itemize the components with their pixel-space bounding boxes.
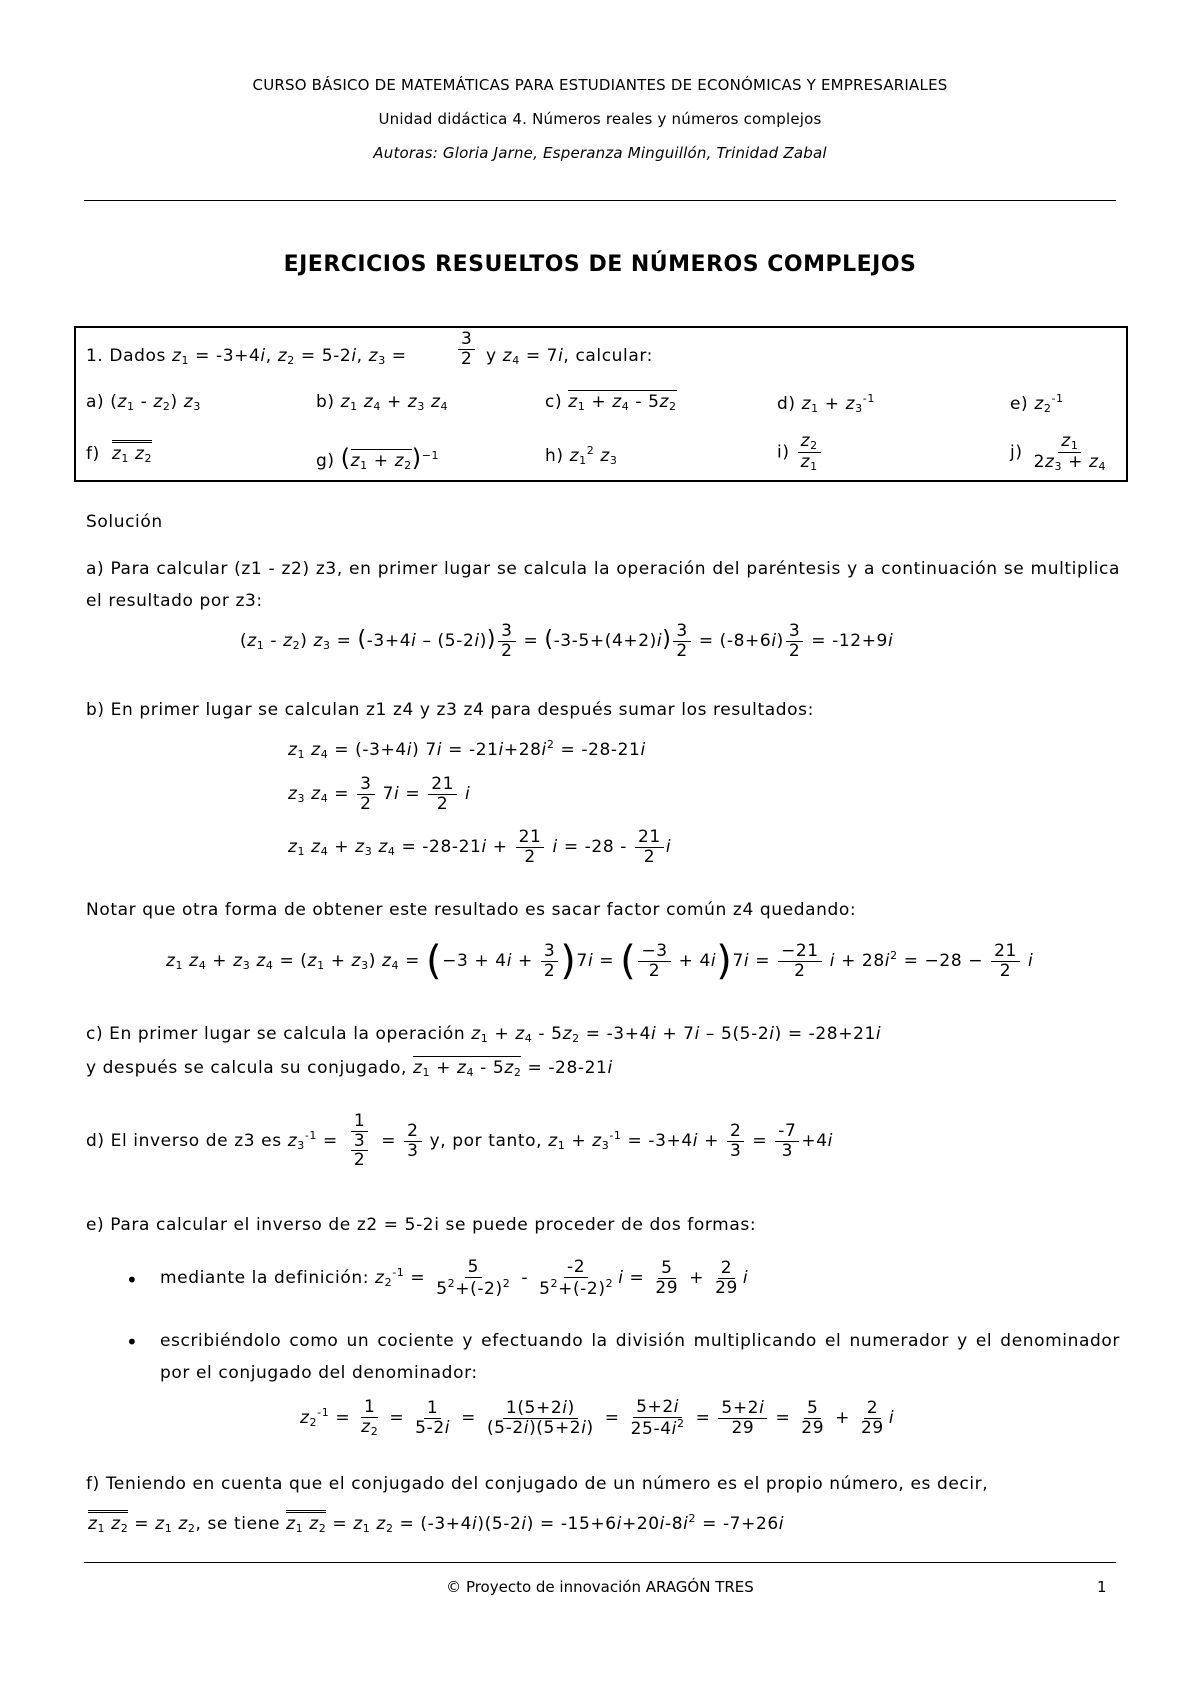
authors-header: Autoras: Gloria Jarne, Esperanza Minguillón, Trinidad Zabal (373, 144, 827, 162)
solution-e-bullet2: escribiéndolo como un cociente y efectuando la división multiplicando el numerador y el denominador por el conjugado del denominador: (160, 1331, 1120, 1383)
solution-f-equation: $z_1$ $z_2 = z_1$ $z_2$, se tiene $z_1$ $z_2 = z_1$ $z_2 = (-3+4i)(5-2i) = -15+6i+20i-8i^2 = -7+26i$ (88, 1512, 785, 1535)
intro-suffix: calcular: (575, 346, 654, 366)
item-d: d) $z_1 + z_3^{-1}$ (777, 392, 875, 415)
footer-text: © Proyecto de innovación ARAGÓN TRES (446, 1578, 754, 1596)
solution-a-text: a) Para calcular (z1 - z2) z3, en primer lugar se calcula la operación del paréntesis y a continuación se multiplica el resultado por z3: (86, 559, 1120, 611)
bullet-icon: • (126, 1268, 138, 1292)
solution-f-text: f) Teniendo en cuenta que el conjugado del conjugado de un número es el propio número, es decir, (86, 1474, 989, 1494)
intro-prefix: 1. Dados (86, 346, 166, 366)
item-f: f) $z_1$ $z_2$ (86, 444, 152, 465)
item-j: j) $\frac{z_1}{2z_3 + z_4}$ (1010, 431, 1107, 474)
item-c: c) $z_1 + z_4 - 5z_2$ (545, 392, 677, 413)
solution-b-text: b) En primer lugar se calculan z1 z4 y z3 z4 para después sumar los resultados: (86, 700, 814, 720)
page-title: EJERCICIOS RESUELTOS DE NÚMEROS COMPLEJOS (283, 252, 917, 277)
unit-header: Unidad didáctica 4. Números reales y números complejos (378, 110, 822, 128)
solution-b-eq3: $z_1$ $z_4 + z_3$ $z_4 = -28-21i$ + $\frac{21}{2}$ i = -28 - $\frac{21}{2}$ i (288, 827, 672, 867)
solution-d-line: d) El inverso de z3 es $z_3^{-1}$ = $\frac{1}{\frac{3}{2}}$ = $\frac{2}{3}$ y, por tanto, $z_1 + z_3^{-1} = -3+4i$ + $\frac{2}{3}$ = $\frac{-7}{3}$ +4i (86, 1111, 833, 1171)
course-header: CURSO BÁSICO DE MATEMÁTICAS PARA ESTUDIANTES DE ECONÓMICAS Y EMPRESARIALES (252, 76, 948, 94)
note-equation: $z_1$ $z_4 + z_3$ $z_4 = (z_1 + z_3) z_4 = (-3 + 4i$ + $\frac{3}{2}$ )7i = ( $\frac{-3}{2}$ + 4i)7i = $\frac{-21}{2}$ $i + 28i^2 = -28$ − $\frac{21}{2}$ i (166, 938, 1034, 984)
z3-fraction: $\frac{3}{2}$ (456, 330, 477, 368)
solution-b-eq2: $z_3$ $z_4$ = $\frac{3}{2}$ 7i = $\frac{21}{2}$ i (288, 774, 471, 814)
header-rule (84, 200, 1116, 201)
item-g: g) $(z_1 + z_2)^{-1}$ (316, 444, 440, 472)
solution-e-text: e) Para calcular el inverso de z2 = 5-2i se puede proceder de dos formas: (86, 1215, 757, 1235)
solution-b-eq1: $z_1$ $z_4 = (-3+4i) 7i = -21i+28i^2 = -28-21i$ (288, 738, 646, 761)
item-i: i) $\frac{z_2}{z_1}$ (777, 432, 823, 473)
exercise-statement: 1. Dados $z_1 = -3+4i$, $z_2 = 5-2i$, $z_3$ = (86, 346, 407, 367)
solution-heading: Solución (86, 512, 163, 532)
footer-rule (84, 1562, 1116, 1563)
item-h: h) $z_1^2$ $z_3$ (545, 444, 618, 467)
item-e: e) $z_2^{-1}$ (1010, 392, 1064, 415)
solution-e-bullet1: mediante la definición: $z_2^{-1}$ = $\frac{5}{5^2+(-2)^2}$ - $\frac{-2}{5^2+(-2)^2}$ i = $\frac{5}{29}$ + $\frac{2}{29}$ i (160, 1257, 749, 1299)
note-text: Notar que otra forma de obtener este resultado es sacar factor común z4 quedando: (86, 900, 857, 920)
solution-c-line1: c) En primer lugar se calcula la operación $z_1 + z_4 - 5z_2 = -3+4i + 7i - 5(5-2i) = -28+21i$ (86, 1024, 882, 1045)
item-a: a) $(z_1 - z_2)$ $z_3$ (86, 392, 201, 413)
exercise-statement-end: y $z_4 = 7i$, calcular: (486, 346, 654, 367)
solution-c-line2: y después se calcula su conjugado, $z_1 + z_4 - 5z_2 = -28-21i$ (86, 1058, 613, 1079)
bullet-icon: • (126, 1330, 138, 1354)
item-b: b) $z_1$ $z_4 + z_3$ $z_4$ (316, 392, 449, 413)
page-number: 1 (1097, 1578, 1107, 1596)
solution-e-equation: $z_2^{-1}$ = $\frac{1}{z_2}$ = $\frac{1}{5-2i}$ = $\frac{1(5+2i)}{(5-2i)(5+2i)}$ = $\frac{5+2i}{25-4i^2}$ = $\frac{5+2i}{29}$ = $\frac{5}{29}$ + $\frac{2}{29}$ i (300, 1397, 895, 1439)
solution-a-equation: $(z_1 - z_2) z_3 = (-3+4i - (5-2i))$ $\frac{3}{2}$ = (-3-5+(4+2)i) $\frac{3}{2}$ = (-8+6i) $\frac{3}{2}$ = -12+9i (240, 621, 894, 661)
